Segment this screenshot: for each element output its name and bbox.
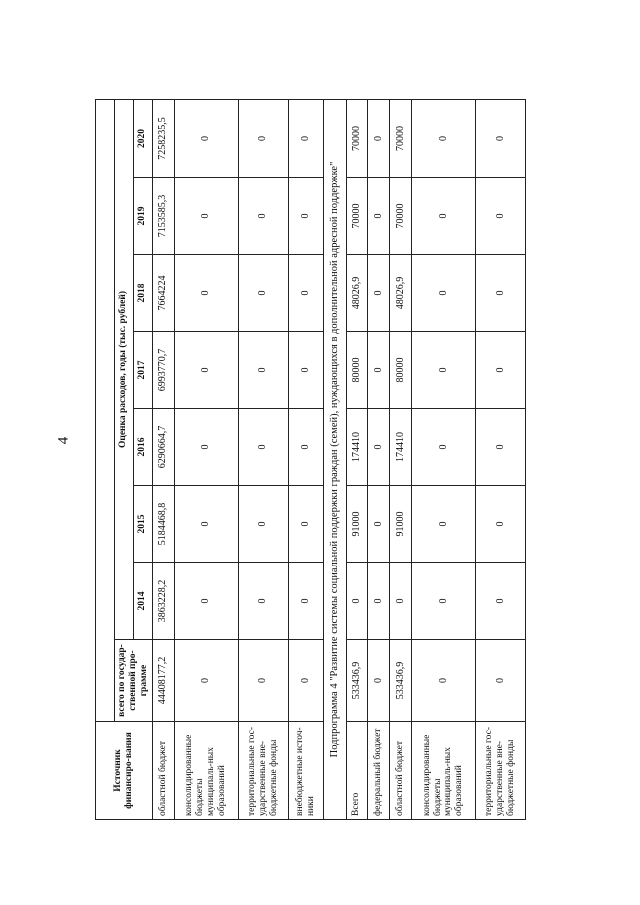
row-value: 0 [368,255,390,332]
row-value: 0 [411,332,475,409]
row-value: 0 [238,486,288,563]
page-number: 4 [55,436,72,445]
row-source: федеральный бюджет [368,722,390,820]
subprogram-row [324,100,347,820]
row-value: 70000 [390,100,412,178]
table-row [174,100,238,820]
table-row [411,100,475,820]
financing-table-wrapper [95,100,520,820]
table-row [238,100,288,820]
row-value: 0 [238,178,288,255]
row-value: 0 [411,178,475,255]
row-value: 0 [476,100,526,178]
row-value: 0 [238,332,288,409]
row-value: 0 [288,255,323,332]
row-value: 0 [238,640,288,722]
row-value: 91000 [346,486,368,563]
row-value: 533436,9 [346,640,368,722]
row-source: консолидированные бюджеты муниципаль-ных образований [174,722,238,820]
row-value: 0 [368,486,390,563]
row-value: 0 [288,178,323,255]
row-value: 7258235,5 [152,100,174,178]
row-value: 0 [390,563,412,640]
row-source: областной бюджет [390,722,412,820]
row-value: 0 [288,409,323,486]
table-row [152,100,174,820]
row-value: 0 [476,255,526,332]
header-year: 2016 [133,409,152,486]
row-value: 91000 [390,486,412,563]
row-value: 6290664,7 [152,409,174,486]
row-value: 0 [368,640,390,722]
row-value: 0 [411,255,475,332]
header-year: 2018 [133,255,152,332]
row-value: 0 [368,332,390,409]
row-value: 0 [174,332,238,409]
top-rows [152,100,323,820]
row-value: 0 [238,563,288,640]
table-row [346,100,368,820]
row-value: 0 [174,563,238,640]
header-year: 2020 [133,100,152,178]
row-source: областной бюджет [152,722,174,820]
header-source: Источник финансиро-вания [96,722,153,820]
row-value: 0 [411,486,475,563]
row-value: 0 [288,332,323,409]
row-value: 0 [288,486,323,563]
rotated-table-area [95,100,520,820]
row-value: 0 [288,100,323,178]
bottom-rows [346,100,525,820]
row-value: 0 [368,178,390,255]
row-value: 0 [411,100,475,178]
row-value: 0 [411,409,475,486]
row-value: 0 [476,486,526,563]
row-value: 3863228,2 [152,563,174,640]
row-value: 0 [288,640,323,722]
row-value: 0 [238,255,288,332]
row-value: 70000 [346,100,368,178]
row-value: 48026,9 [390,255,412,332]
header-total: всего по государ-ственной про-грамме [115,640,153,722]
table-row [288,100,323,820]
row-value: 0 [174,409,238,486]
row-value: 80000 [346,332,368,409]
row-value: 174410 [390,409,412,486]
row-value: 0 [174,640,238,722]
row-source: территориальные гос-ударственные вне-бюджетные фонды [476,722,526,820]
header-year: 2017 [133,332,152,409]
row-value: 0 [368,563,390,640]
subprogram-title: Подпрограмма 4 "Развитие системы социальной поддержки граждан (семей), нуждающихся в дополнительной адресной поддержке" [324,100,347,820]
row-value: 80000 [390,332,412,409]
row-value: 6993770,7 [152,332,174,409]
table-row [476,100,526,820]
row-value: 0 [288,563,323,640]
table-row [368,100,390,820]
row-value: 0 [174,178,238,255]
header-estimate: Оценка расходов, годы (тыс. рублей) [115,100,134,640]
row-value: 0 [476,640,526,722]
row-value: 70000 [390,178,412,255]
row-value: 0 [476,332,526,409]
row-value: 0 [174,255,238,332]
header-row-1 [96,100,115,820]
row-value: 0 [411,563,475,640]
row-value: 0 [174,100,238,178]
table-row [390,100,412,820]
row-source: территориальные гос-ударственные вне-бюджетные фонды [238,722,288,820]
header-row-2 [115,100,134,820]
row-source: консолидированные бюджеты муниципаль-ных образований [411,722,475,820]
row-value: 0 [238,409,288,486]
row-value: 0 [476,409,526,486]
row-value: 70000 [346,178,368,255]
row-value: 0 [346,563,368,640]
row-value: 533436,9 [390,640,412,722]
row-value: 174410 [346,409,368,486]
header-year: 2015 [133,486,152,563]
row-value: 0 [368,100,390,178]
row-value: 7153585,3 [152,178,174,255]
row-source: Всего [346,722,368,820]
row-value: 48026,9 [346,255,368,332]
row-value: 0 [368,409,390,486]
row-value: 0 [174,486,238,563]
row-value: 7664224 [152,255,174,332]
row-value: 0 [476,563,526,640]
row-value: 0 [411,640,475,722]
header-year: 2014 [133,563,152,640]
header-year: 2019 [133,178,152,255]
row-value: 0 [238,100,288,178]
financing-table [95,99,526,820]
row-value: 0 [476,178,526,255]
row-value: 5184468,8 [152,486,174,563]
row-source: внебюджетные источ-ники [288,722,323,820]
row-value: 44408177,2 [152,640,174,722]
